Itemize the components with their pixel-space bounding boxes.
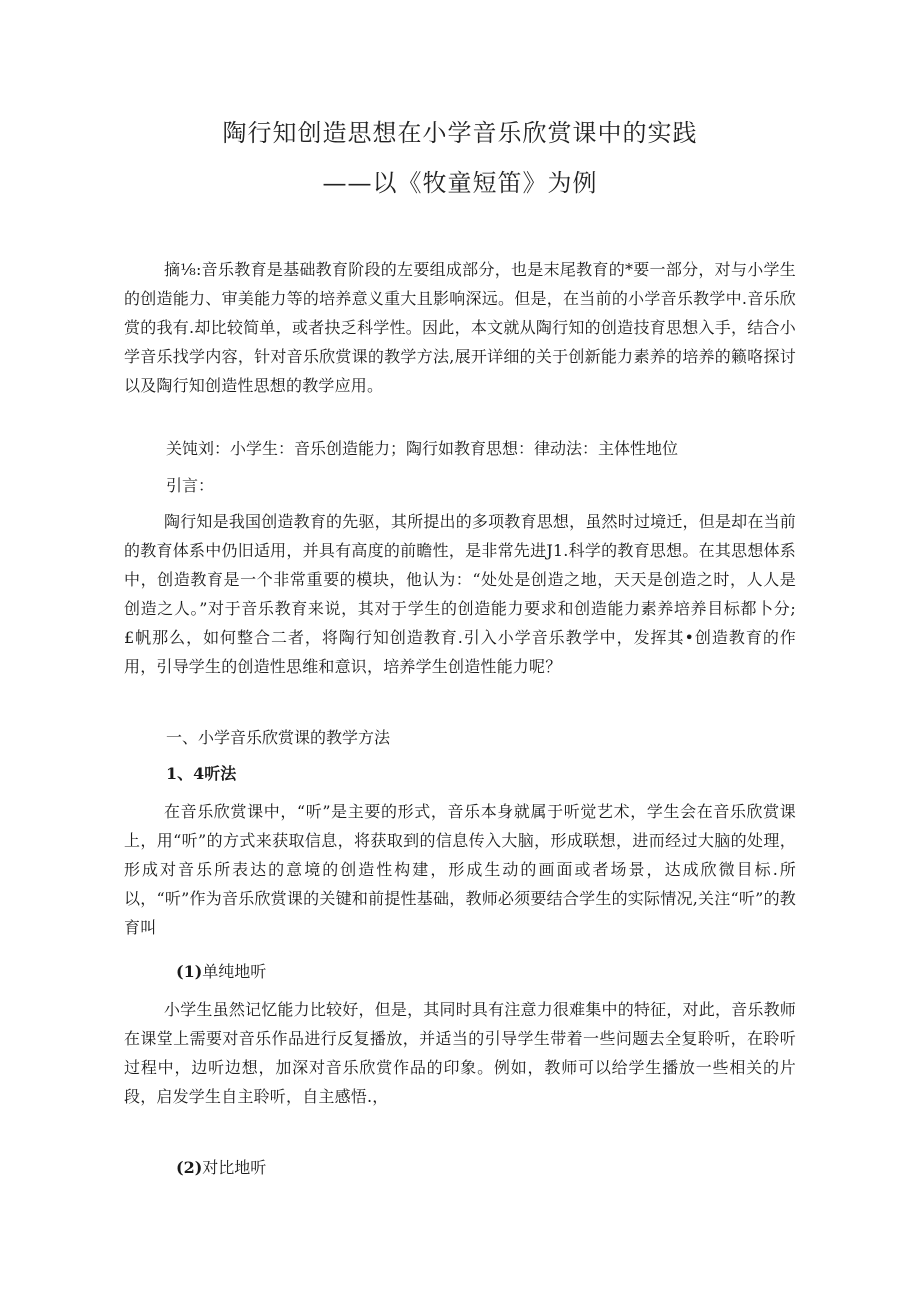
item-number-2: (2) bbox=[176, 1158, 203, 1177]
item-heading-2 bbox=[176, 1153, 266, 1182]
abstract-paragraph: 摘⅛:音乐教育是基础教育阶段的左要组成部分，也是末尾教育的*要一部分，对与小学生的创造能力、审美能力等的培养意义重大且影响深远。但是，在当前的小学音乐教学中.音乐欣赏的我有.却比较简单，或者抉乏科学性。因此，本文就从陶行知的创造技育思想入手，结合小学音乐找学内容，针对音乐欣赏课的教学方法,展开详细的关于创新能力素养的培养的籁咯探讨以及陶行知创造性思想的教学应用。 bbox=[124, 260, 796, 395]
section-heading-1: 一、小学音乐欣赏课的教学方法 bbox=[166, 728, 391, 747]
intro-paragraph: 陶行知是我国创造教育的先驱，其所提出的多项教育思想，虽然时过境迁，但是却在当前的教育体系中仍旧适用，并具有高度的前瞻性，是非常先进J1.科学的教育思想。在其思想体系中，创造教育是一个非常重要的模块，他认为：“处处是创造之地，天天是创造之时，人人是创造之人。”对于音乐教育来说，其对于学生的创造能力要求和创造能力素养培养目标都卜分;£帆那么，如何整合二者，将陶行知创造教育.引入小学音乐教学中，发挥其•创造教育的作用，引导学生的创造性思维和意识，培养学生创造性能力呢？ bbox=[124, 512, 796, 676]
intro-label: 引言： bbox=[166, 476, 215, 495]
subtitle: ——以《牧童短笛》为例 bbox=[322, 169, 598, 197]
main-title: 陶行知创造思想在小学音乐欣赏课中的实践 bbox=[222, 119, 698, 147]
keywords-line: 关饨刘：小学生：音乐创造能力；陶行如教育思想：律动法：主体性地位 bbox=[166, 439, 679, 458]
item-label-1: 单纯地听 bbox=[202, 962, 267, 981]
simple-listening-paragraph: 小学生虽然记忆能力比较好，但是，其同时具有注意力很难集中的特征，对此，音乐教师在课堂上需要对音乐作品进行反复播放，并适当的引导学生带着一些问题去全复聆听，在聆听过程中，边听边想，加深对音乐欣赏作品的印象。例如，教师可以给学生播放一些相关的片段，启发学生自主聆听，自主感悟.， bbox=[124, 1000, 796, 1106]
item-heading-1 bbox=[176, 957, 266, 986]
item-label-2: 对比地听 bbox=[202, 1158, 267, 1177]
item-number-1: (1) bbox=[176, 962, 203, 981]
subsection-heading-1: 1、4听法 bbox=[166, 764, 237, 783]
listening-paragraph: 在音乐欣赏课中，“听”是主要的形式，音乐本身就属于听觉艺术，学生会在音乐欣赏课上，用“听”的方式来获取信息，将获取到的信息传入大脑，形成联想，进而经过大脑的处理，形成对音乐所表达的意境的创造性构建，形成生动的画面或者场景，达成欣微目标.所以，“听”作为音乐欣赏课的关键和前提性基础，教师必须要结合学生的实际情况,关注“听”的教育叫 bbox=[124, 802, 796, 937]
